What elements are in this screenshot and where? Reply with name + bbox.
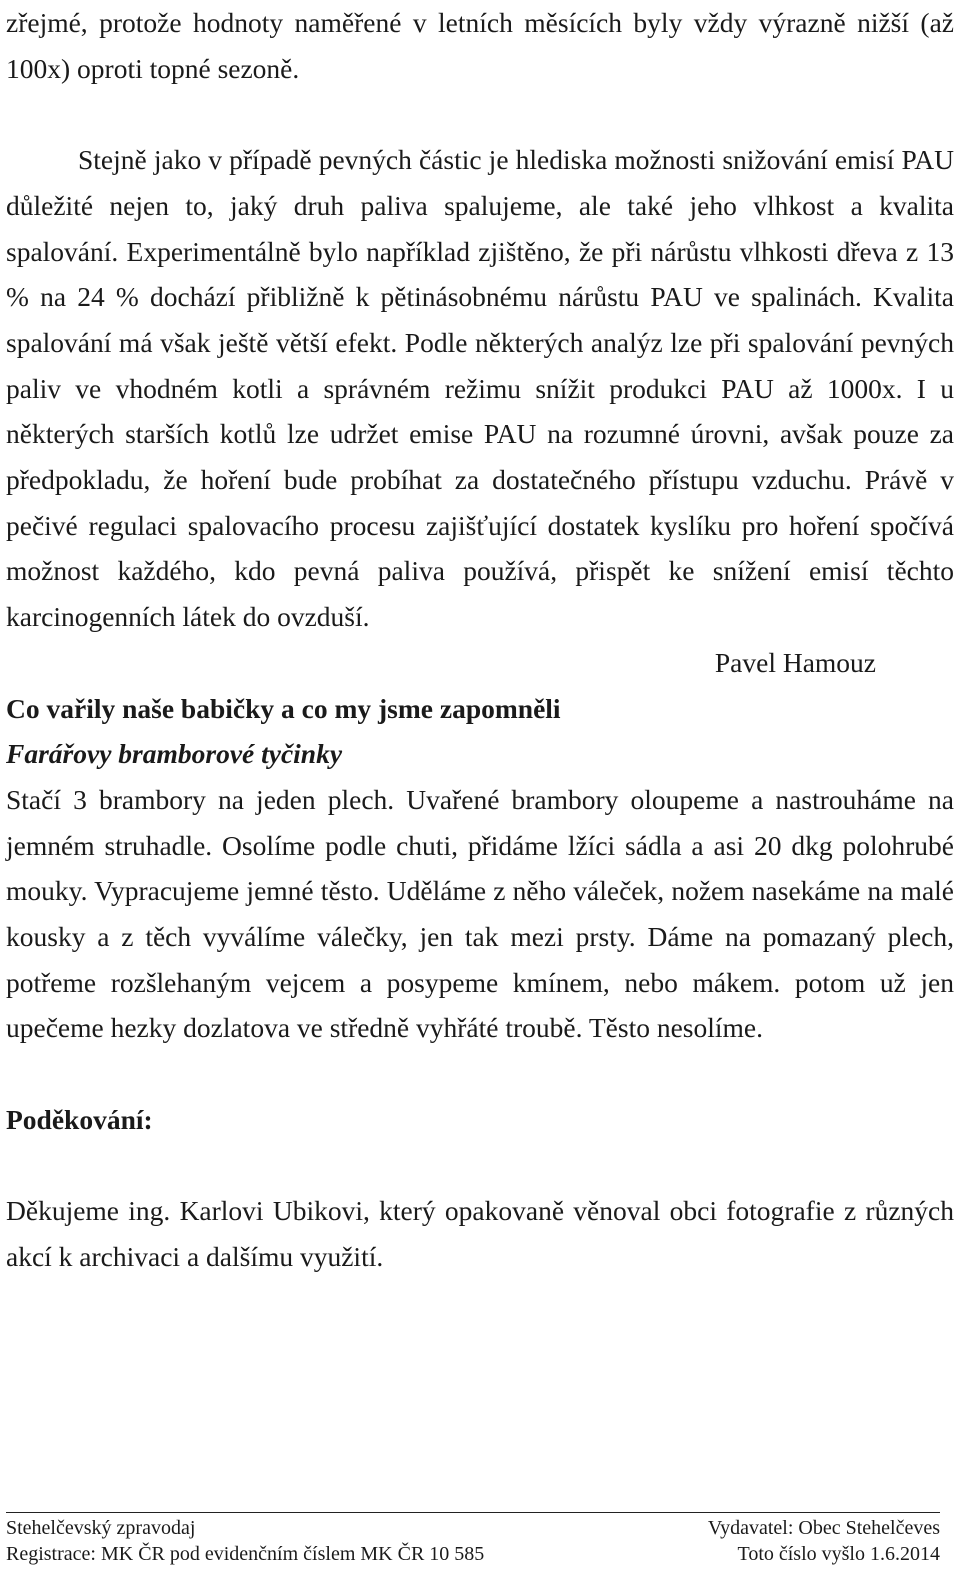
registration-info: Registrace: MK ČR pod evidenčním číslem MK ČR 10 585 [6,1543,485,1565]
paragraph-spacer [6,91,954,137]
publisher: Vydavatel: Obec Stehelčeves [707,1517,940,1539]
main-paragraph: Stejně jako v případě pevných částic je hlediska možnosti snižování emisí PAU důležité nejen to, jaký druh paliva spalujeme, ale také jeho vlhkost a kvalita spalování. Experimentálně bylo například zjištěno, že při nárůstu vlhkosti dřeva z 13 % na 24 % dochází přibližně k pětinásobnému nárůstu PAU ve spalinách. Kvalita spalování má však ještě větší efekt. Podle některých analýz lze při spalování pevných paliv ve vhodném kotli a správném režimu snížit produkci PAU až 1000x. I u některých starších kotlů lze udržet emise PAU na rozumné úrovni, avšak pouze za předpokladu, že hoření bude probíhat za dostatečného přístupu vzduchu. Právě v pečivé regulaci spalovacího procesu zajišťující dostatek kyslíku pro hoření spočívá možnost každého, kdo pevná paliva používá, přispět ke snížení emisí těchto karcinogenních látek do ovzduší. [6,144,954,633]
section-spacer [6,1051,954,1097]
issue-date: Toto číslo vyšlo 1.6.2014 [737,1543,940,1565]
article-author: Pavel Hamouz [714,646,876,678]
page-footer [6,1512,940,1567]
section-spacer [6,1143,954,1189]
recipe-title: Farářovy bramborové tyčinky [6,738,343,770]
recipe-body: Stačí 3 brambory na jeden plech. Uvařené brambory oloupeme a nastrouháme na jemném struhadle. Osolíme podle chuti, přidáme lžíci sádla a asi 20 dkg polohrubé mouky. Vypracujeme jemné těsto. Uděláme z něho váleček, nožem nasekáme na malé kousky a z těch vyválíme válečky, jen tak mezi prsty. Dáme na pomazaný plech, potřeme rozšlehaným vejcem a posypeme kmínem, nebo mákem. potom už jen upečeme hezky dozlatova ve středně vyhřáté troubě. Těsto nesolíme. [6,783,954,1044]
thanks-body: Děkujeme ing. Karlovi Ubikovi, který opakovaně věnoval obci fotografie z různých akcí k archivaci a dalšímu využití. [6,1195,954,1272]
newsletter-name: Stehelčevský zpravodaj [6,1517,196,1539]
intro-paragraph: zřejmé, protože hodnoty naměřené v letních měsících byly vždy výrazně nižší (až 100x) oproti topné sezoně. [6,7,954,84]
footer-row-top [6,1515,940,1541]
footer-row-bottom [6,1541,940,1567]
recipe-section-heading: Co vařily naše babičky a co my jsme zapomněli [6,692,561,724]
document-page [6,0,954,1280]
thanks-heading: Poděkování: [6,1103,153,1135]
